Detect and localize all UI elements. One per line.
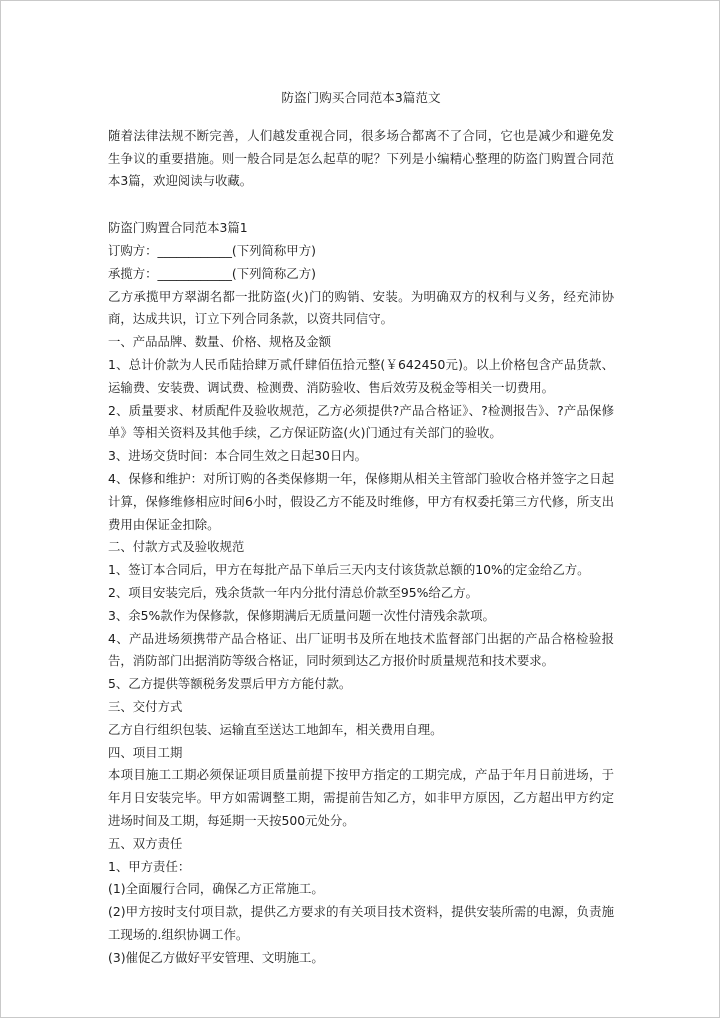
section-heading-5: 五、双方责任 <box>108 835 183 851</box>
clause-paragraph: 3、进场交货时间：本合同生效之日起30日内。 <box>108 448 368 464</box>
intro-paragraph: 随着法律法规不断完善，人们越发重视合同，很多场合都离不了合同，它也是减少和避免发生争议的重要措施。则一般合同是怎么起草的呢？下列是小编精心整理的防盗门购置合同范本3篇，欢迎阅读与收藏。 <box>108 127 614 189</box>
clause-paragraph: 5、乙方提供等额税务发票后甲方方能付款。 <box>108 676 352 692</box>
clause-paragraph: (2)甲方按时支付项目款，提供乙方要求的有关项目技术资料，提供安装所需的电源，负责施工现场的.组织协调工作。 <box>108 904 614 942</box>
clause-paragraph: 2、质量要求、材质配件及验收规范，乙方必须提供?产品合格证》、?检测报告》、?产品保修单》等相关资料及其他手续，乙方保证防盗(火)门通过有关部门的验收。 <box>108 402 614 441</box>
clause-paragraph: 乙方自行组织包装、运输直至送达工地卸车，相关费用自理。 <box>108 721 443 737</box>
clause-paragraph: (1)全面履行合同，确保乙方正常施工。 <box>108 881 324 897</box>
clause-paragraph: 3、余5%款作为保修款，保修期满后无质量问题一次性付清残余款项。 <box>108 607 495 623</box>
clause-paragraph: (3)催促乙方做好平安管理、文明施工。 <box>108 949 324 965</box>
section-heading-4: 四、项目工期 <box>108 744 183 760</box>
contract-heading: 防盗门购置合同范本3篇1 <box>108 220 248 236</box>
section-heading-3: 三、交付方式 <box>108 698 183 714</box>
clause-paragraph: 1、签订本合同后，甲方在每批产品下单后三天内支付该货款总额的10%的定金给乙方。 <box>108 562 590 578</box>
section-heading-2: 二、付款方式及验收规范 <box>108 539 245 555</box>
buyer-line: 订购方：____________(下列简称甲方) <box>108 242 316 258</box>
section-heading-1: 一、产品品牌、数量、价格、规格及金额 <box>108 334 332 350</box>
clause-paragraph: 2、项目安装完后，残余货款一年内分批付清总价款至95%给乙方。 <box>108 584 478 600</box>
clause-paragraph: 1、总计价款为人民币陆拾肆万贰仟肆佰伍拾元整(￥642450元)。以上价格包含产品货款、运输费、安装费、调试费、检测费、消防验收、售后效劳及税金等相关一切费用。 <box>108 356 614 395</box>
clause-paragraph: 本项目施工工期必须保证项目质量前提下按甲方指定的工期完成，产品于年月日前进场，于年月日安装完毕。甲方如需调整工期，需提前告知乙方，如非甲方原因，乙方超出甲方约定进场时间及工期，每延期一天按500元处分。 <box>108 767 614 828</box>
clause-paragraph: 4、保修和维护：对所订购的各类保修期一年，保修期从相关主管部门验收合格并签字之日起计算，保修维修相应时间6小时，假设乙方不能及时维修，甲方有权委托第三方代修，所支出费用由保证金扣除。 <box>108 470 614 532</box>
preamble-paragraph: 乙方承揽甲方翠湖名都一批防盗(火)门的购销、安装。为明确双方的权利与义务，经充沛协商，达成共识，订立下列合同条款，以资共同信守。 <box>108 288 614 327</box>
clause-paragraph: 4、产品进场须携带产品合格证、出厂证明书及所在地技术监督部门出据的产品合格检验报告，消防部门出据消防等级合格证，同时须到达乙方报价时质量规范和技术要求。 <box>108 630 614 669</box>
document-title: 防盗门购买合同范本3篇范文 <box>281 90 441 105</box>
contractor-line: 承揽方：____________(下列简称乙方) <box>108 265 316 281</box>
clause-paragraph: 1、甲方责任： <box>108 858 191 874</box>
document-body <box>108 87 614 969</box>
